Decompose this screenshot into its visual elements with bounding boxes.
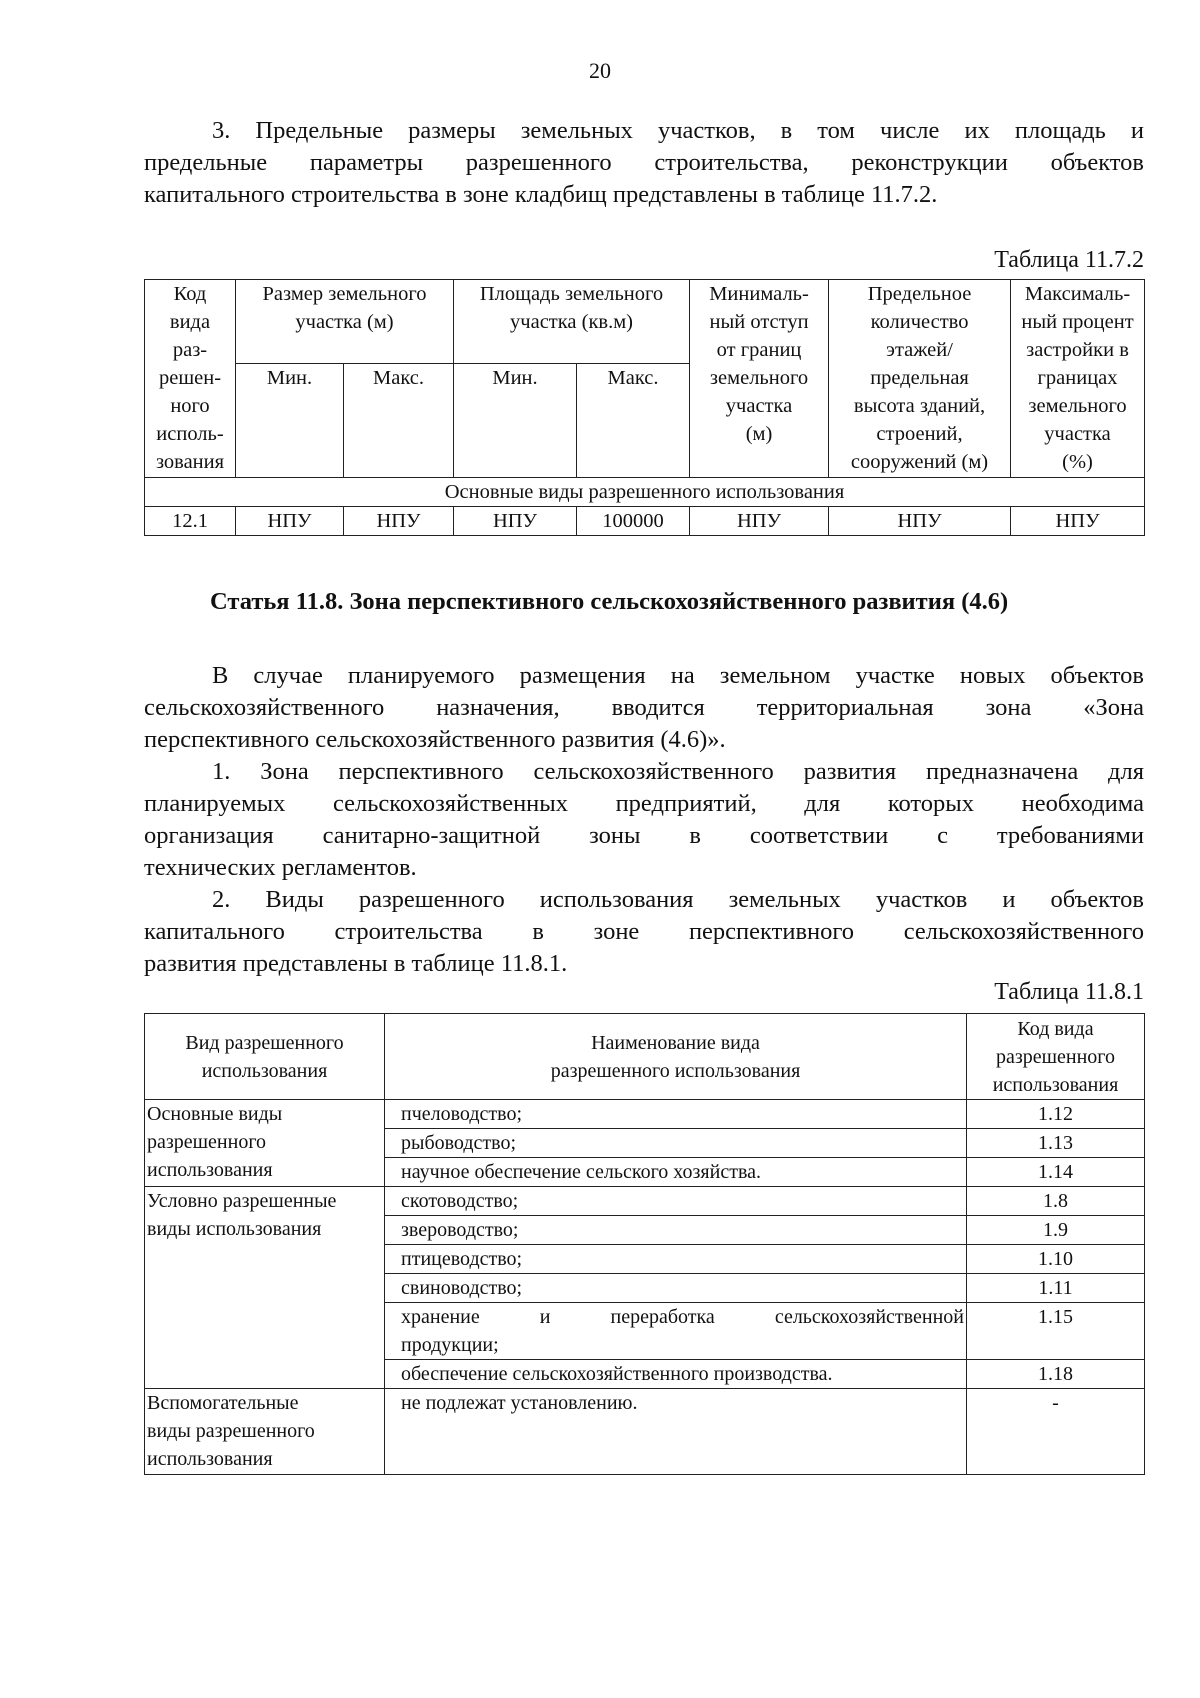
header-size-min: Мин. xyxy=(236,364,344,478)
word: и xyxy=(539,1306,551,1328)
group-label: Основные виды разрешенного использования xyxy=(145,1100,385,1187)
header-area-min: Мин. xyxy=(454,364,577,478)
section-row: Основные виды разрешенного использования xyxy=(145,478,1145,507)
cell: НПУ xyxy=(1011,507,1145,536)
table-row xyxy=(145,1100,1145,1129)
header-area-max: Макс. xyxy=(577,364,690,478)
use-name: пчеловодство; xyxy=(385,1100,967,1129)
paragraph-line: технических регламентов. xyxy=(144,854,417,881)
header-code: Код вида раз- решен- ного исполь- зования xyxy=(145,280,236,478)
use-name: скотоводство; xyxy=(385,1187,967,1216)
table-row xyxy=(145,1187,1145,1216)
cell: 12.1 xyxy=(145,507,236,536)
cell: НПУ xyxy=(690,507,829,536)
use-name xyxy=(385,1303,967,1360)
cell: НПУ xyxy=(454,507,577,536)
paragraph-line: сельскохозяйственного назначения, вводится территориальная зона «Зона xyxy=(144,694,1144,721)
paragraph-line: предельные параметры разрешенного строительства, реконструкции объектов xyxy=(144,149,1144,176)
paragraph-line: 1. Зона перспективного сельскохозяйственного развития предназначена для xyxy=(212,758,1144,785)
use-code: 1.18 xyxy=(967,1360,1145,1389)
header-setback: Минималь- ный отступ от границ земельного участка (м) xyxy=(690,280,829,478)
use-name-line xyxy=(401,1303,964,1331)
header-code: Код вида разрешенного использования xyxy=(967,1014,1145,1100)
paragraph-line: капитального строительства в зоне кладбищ представлены в таблице 11.7.2. xyxy=(144,181,938,208)
use-code: 1.9 xyxy=(967,1216,1145,1245)
table-row xyxy=(145,507,1145,536)
paragraph-intro xyxy=(144,115,1144,211)
cell: НПУ xyxy=(829,507,1011,536)
header-coverage: Максималь- ный процент застройки в границах земельного участка (%) xyxy=(1011,280,1145,478)
header-size-max: Макс. xyxy=(344,364,454,478)
table-caption: Таблица 11.7.2 xyxy=(994,247,1144,273)
header-size: Размер земельного участка (м) xyxy=(236,280,454,364)
word: переработка xyxy=(610,1306,715,1328)
paragraph-line: В случае планируемого размещения на земельном участке новых объектов xyxy=(212,662,1144,689)
paragraph-line: капитального строительства в зоне перспективного сельскохозяйственного xyxy=(144,918,1144,945)
cell: НПУ xyxy=(236,507,344,536)
cell: 100000 xyxy=(577,507,690,536)
use-name: научное обеспечение сельского хозяйства. xyxy=(385,1158,967,1187)
use-name: свиноводство; xyxy=(385,1274,967,1303)
article-heading: Статья 11.8. Зона перспективного сельскохозяйственного развития (4.6) xyxy=(210,588,1009,615)
paragraph-zone xyxy=(144,660,1144,980)
group-label: Вспомогательные виды разрешенного использования xyxy=(145,1389,385,1475)
table-row xyxy=(145,1389,1145,1475)
use-code: 1.11 xyxy=(967,1274,1145,1303)
paragraph-line: организация санитарно-защитной зоны в соответствии с требованиями xyxy=(144,822,1144,849)
paragraph-line: планируемых сельскохозяйственных предприятий, для которых необходима xyxy=(144,790,1144,817)
use-name: звероводство; xyxy=(385,1216,967,1245)
paragraph-line: перспективного сельскохозяйственного развития (4.6)». xyxy=(144,726,726,753)
cell: НПУ xyxy=(344,507,454,536)
paragraph-line: 2. Виды разрешенного использования земельных участков и объектов xyxy=(212,886,1144,913)
word: сельскохозяйственной xyxy=(774,1306,964,1328)
paragraph-line: 3. Предельные размеры земельных участков, в том числе их площадь и xyxy=(212,117,1144,144)
use-code: 1.8 xyxy=(967,1187,1145,1216)
group-label: Условно разрешенные виды использования xyxy=(145,1187,385,1389)
use-code: 1.14 xyxy=(967,1158,1145,1187)
page-number: 20 xyxy=(589,58,611,83)
use-code: 1.13 xyxy=(967,1129,1145,1158)
permitted-uses-table xyxy=(144,1013,1145,1475)
table-caption: Таблица 11.8.1 xyxy=(994,979,1144,1005)
use-code: 1.12 xyxy=(967,1100,1145,1129)
header-name: Наименование вида разрешенного использования xyxy=(385,1014,967,1100)
use-name: рыбоводство; xyxy=(385,1129,967,1158)
use-name: не подлежат установлению. xyxy=(385,1389,967,1475)
use-code: 1.10 xyxy=(967,1245,1145,1274)
use-code: - xyxy=(967,1389,1145,1475)
use-code: 1.15 xyxy=(967,1303,1145,1360)
limits-table xyxy=(144,279,1145,536)
use-name-line: продукции; xyxy=(401,1334,499,1356)
paragraph-line: развития представлены в таблице 11.8.1. xyxy=(144,950,568,977)
use-name: птицеводство; xyxy=(385,1245,967,1274)
header-area: Площадь земельного участка (кв.м) xyxy=(454,280,690,364)
header-type: Вид разрешенного использования xyxy=(145,1014,385,1100)
use-name: обеспечение сельскохозяйственного производства. xyxy=(385,1360,967,1389)
header-floors: Предельное количество этажей/ предельная высота зданий, строений, сооружений (м) xyxy=(829,280,1011,478)
word: хранение xyxy=(401,1306,480,1328)
